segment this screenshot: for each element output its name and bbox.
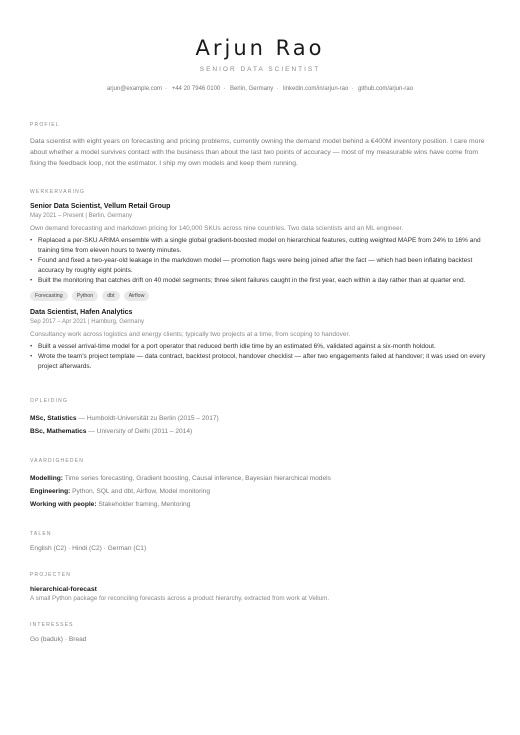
project-description: A small Python package for reconciling forecasts across a product hierarchy, extracted from work at Vellum. (30, 595, 330, 602)
degree: BSc, Mathematics (30, 428, 87, 435)
experience-section (30, 189, 490, 372)
education-item (30, 412, 490, 425)
job-entry (30, 203, 490, 301)
skill-name: Modelling: (30, 475, 63, 482)
job-bullets (30, 342, 490, 372)
skills-section (30, 458, 490, 511)
profile-section (30, 122, 490, 169)
section-label: INTERESSES (30, 622, 74, 628)
bullet-item: • Replaced a per-SKU ARIMA ensemble with a single global gradient-boosted model on hierarchical features, cutting weighted MAPE from 24% to 16% and training time from eleven hours to twenty minutes. (30, 236, 490, 256)
skill-item (30, 472, 490, 485)
tag: Forecasting (30, 291, 68, 301)
contact-location: Berlin, Germany (229, 86, 274, 92)
resume-header (30, 0, 490, 92)
job-meta: May 2021 – Present | Berlin, Germany (30, 213, 132, 219)
projects-section (30, 572, 490, 602)
degree-detail: — University of Delhi (2011 – 2014) (88, 428, 193, 435)
profile-text: Data scientist with eight years on forecasting and pricing problems, currently owning the demand model behind a €400M inventory position. I care more about whether a model survives contact with the business than about the last two points of accuracy — most of my measurable wins have come from fixing the feedback loop, not the estimator. I ship my own models and keep them running. (30, 138, 485, 167)
job-title: Data Scientist, Hafen Analytics (30, 309, 133, 316)
section-label: TALEN (30, 531, 52, 537)
candidate-title: SENIOR DATA SCIENTIST (199, 66, 321, 73)
education-item (30, 425, 490, 438)
project-name: hierarchical-forecast (30, 586, 97, 593)
contact-github[interactable]: github.com/arjun-rao (358, 86, 414, 92)
degree: MSc, Statistics (30, 415, 77, 422)
job-bullets (30, 236, 490, 286)
job-title: Senior Data Scientist, Vellum Retail Group (30, 203, 171, 210)
section-label: OPLEIDING (30, 398, 69, 404)
skill-name: Working with people: (30, 501, 97, 508)
contact-line: arjun@example.com · +44 20 7946 0100 · Berlin, Germany · linkedin.com/in/arjun-rao · github.com/arjun-rao (106, 86, 414, 92)
tag: dbt (102, 291, 119, 301)
languages-text: English (C2) · Hindi (C2) · German (C1) (30, 545, 147, 552)
section-label: PROJECTEN (30, 572, 72, 578)
job-entry (30, 309, 490, 372)
interests-text: Go (baduk) · Bread (30, 636, 87, 643)
skill-name: Engineering: (30, 488, 71, 495)
contact-email[interactable]: arjun@example.com (106, 86, 163, 92)
skill-tags (30, 291, 490, 301)
section-label: PROFIEL (30, 122, 60, 128)
interests-section (30, 622, 490, 643)
skill-value: Stakeholder framing, Mentoring (98, 501, 191, 508)
skill-value: Python, SQL and dbt, Airflow, Model monitoring (72, 488, 211, 495)
section-label: WERKERVARING (30, 189, 86, 195)
job-description: Own demand forecasting and markdown pricing for 140,000 SKUs across nine countries. Two data scientists and an ML engineer. (30, 225, 404, 232)
bullet-item: • Built the monitoring that catches drift on 40 model segments; three silent failures caught in the first year, each within a day rather than at quarter end. (30, 276, 490, 286)
languages-section (30, 531, 490, 552)
education-section (30, 398, 490, 438)
skill-item (30, 498, 490, 511)
bullet-item: • Built a vessel arrival-time model for a port operator that reduced berth idle time by an estimated 6%, validated against a six-month holdout. (30, 342, 490, 352)
candidate-name: Arjun Rao (195, 36, 325, 60)
bullet-item: • Wrote the team's project template — data contract, backtest protocol, handover checklist — after two engagements failed at handover; it was used on every project afterwards. (30, 352, 490, 372)
tag: Python (72, 291, 99, 301)
skill-value: Time series forecasting, Gradient boosting, Causal inference, Bayesian hierarchical models (64, 475, 331, 482)
skill-item (30, 485, 490, 498)
section-label: VAARDIGHEDEN (30, 458, 85, 464)
job-meta: Sep 2017 – Apr 2021 | Hamburg, Germany (30, 319, 144, 325)
job-description: Consultancy work across logistics and energy clients; typically two projects at a time, from scoping to handover. (30, 331, 351, 338)
contact-linkedin[interactable]: linkedin.com/in/arjun-rao (282, 86, 349, 92)
bullet-item: • Found and fixed a two-year-old leakage in the markdown model — promotion flags were being joined after the fact — which had been inflating backtest accuracy by roughly eight points. (30, 256, 490, 276)
degree-detail: — Humboldt-Universität zu Berlin (2015 – 2017) (78, 415, 219, 422)
tag: Airflow (124, 291, 150, 301)
contact-phone: +44 20 7946 0100 (171, 86, 221, 92)
